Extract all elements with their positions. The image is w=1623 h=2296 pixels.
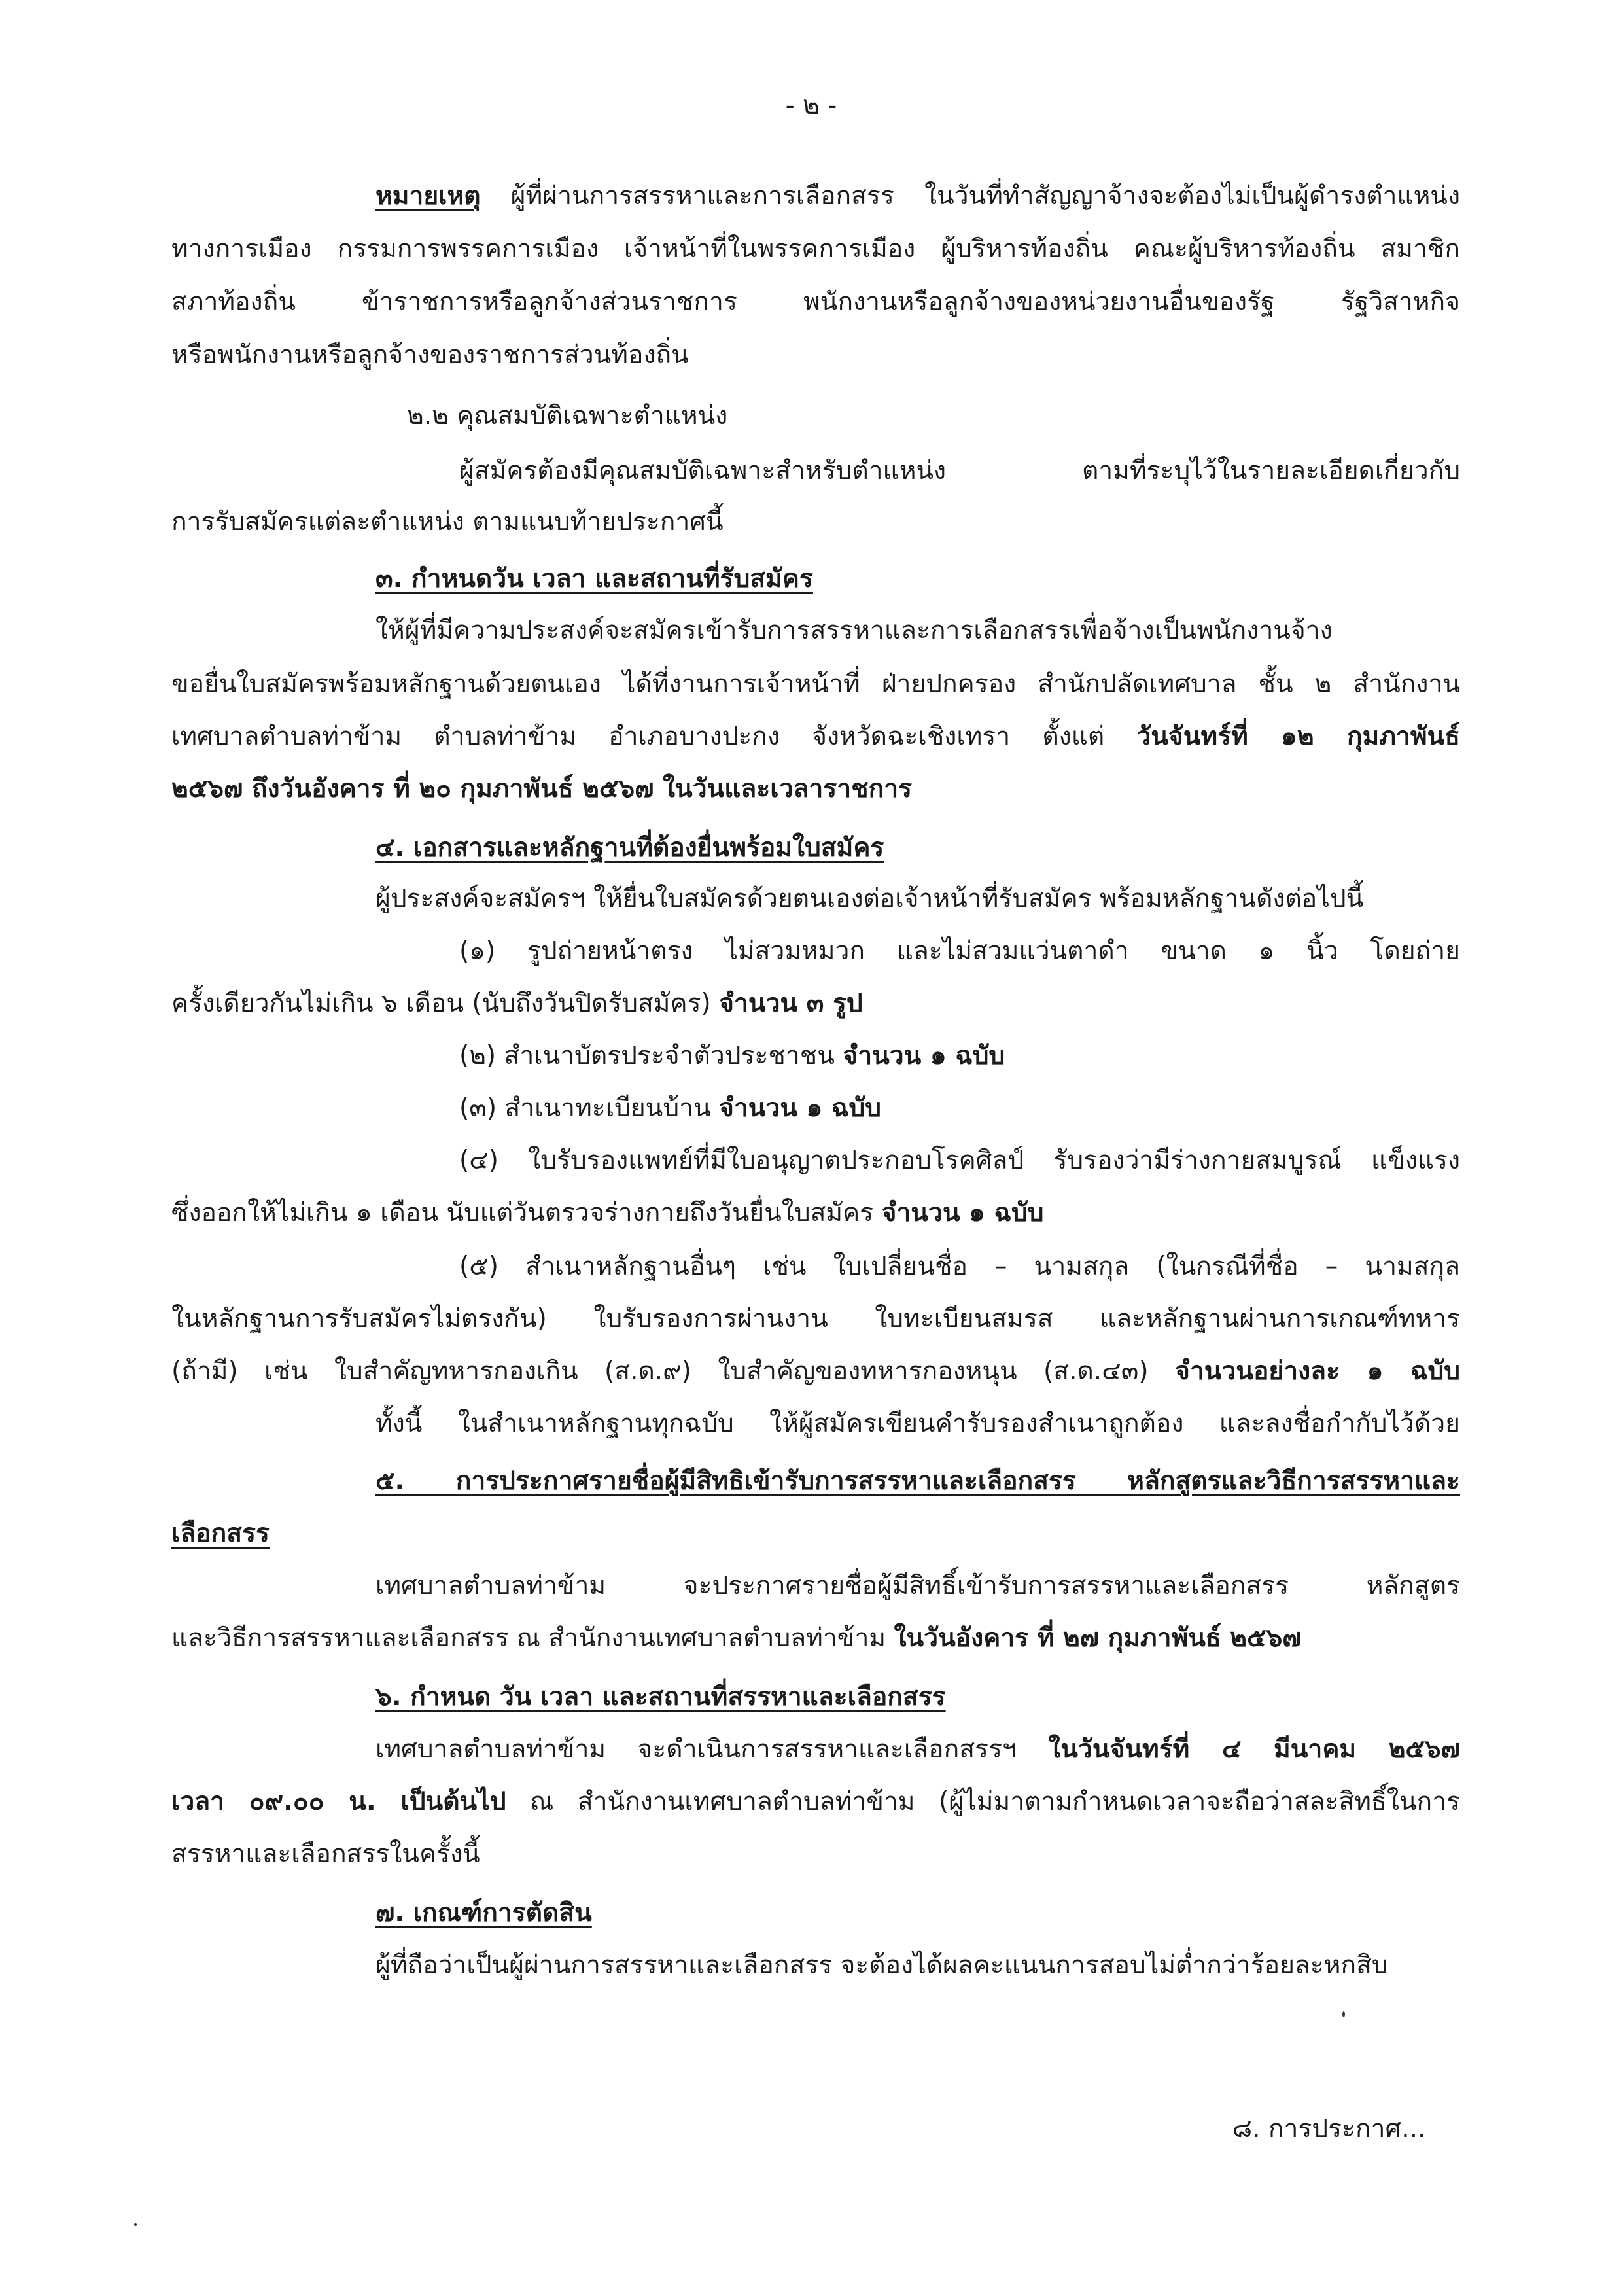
section-4-item-3 (459, 1090, 881, 1127)
section-3-line-1: ให้ผู้ที่มีความประสงค์จะสมัครเข้ารับการสรรหาและการเลือกสรรเพื่อจ้างเป็นพนักงานจ้าง (375, 616, 1333, 645)
section-4-note: ทั้งนี้ ในสำเนาหลักฐานทุกฉบับ ให้ผู้สมัครเขียนคำรับรองสำเนาถูกต้อง และลงชื่อกำกับไว้ด้วย (375, 1409, 1460, 1438)
section-5-line-1: เทศบาลตำบลท่าข้าม จะประกาศรายชื่อผู้มีสิทธิ์เข้ารับการสรรหาและเลือกสรร หลักสูตร (375, 1571, 1460, 1600)
item-3-quantity: จำนวน ๑ ฉบับ (719, 1093, 882, 1123)
section-4-item-5-line-1: (๕) สำเนาหลักฐานอื่นๆ เช่น ใบเปลี่ยนชื่อ – นามสกุล (ในกรณีที่ชื่อ – นามสกุล (459, 1252, 1460, 1281)
section-3-line-3 (171, 718, 1460, 755)
item-3-text: (๓) สำเนาทะเบียนบ้าน (459, 1093, 720, 1123)
item-1-text: ครั้งเดียวกันไม่เกิน ๖ เดือน (นับถึงวันปิดรับสมัคร) (171, 989, 720, 1018)
section-4-item-5-line-3 (171, 1353, 1460, 1390)
remark-line-2: ทางการเมือง กรรมการพรรคการเมือง เจ้าหน้าที่ในพรรคการเมือง ผู้บริหารท้องถิ่น คณะผู้บริหารท้องถิ่น สมาชิก (171, 234, 1460, 264)
section-6-line-1-text: เทศบาลตำบลท่าข้าม จะดำเนินการสรรหาและเลือกสรรฯ (375, 1735, 1049, 1764)
scan-speck (134, 2223, 137, 2226)
item-4-quantity: จำนวน ๑ ฉบับ (881, 1198, 1044, 1227)
section-4-item-2 (459, 1038, 1005, 1074)
section-6-line-2-text: ณ สำนักงานเทศบาลตำบลท่าข้าม (ผู้ไม่มาตามกำหนดเวลาจะถือว่าสละสิทธิ์ในการ (506, 1787, 1460, 1816)
remark-line-3: สภาท้องถิ่น ข้าราชการหรือลูกจ้างส่วนราชการ พนักงานหรือลูกจ้างของหน่วยงานอื่นของรัฐ รัฐวิสาหกิจ (171, 287, 1460, 317)
continuation-text: ๘. การประกาศ... (1232, 2114, 1426, 2144)
section-4-item-1-line-2 (171, 985, 863, 1022)
section-4-item-4-line-2 (171, 1195, 1044, 1231)
item-2-text: (๒) สำเนาบัตรประจำตัวประชาชน (459, 1041, 843, 1070)
section-4-item-1-line-1: (๑) รูปถ่ายหน้าตรง ไม่สวมหมวก และไม่สวมแว่นตาดำ ขนาด ๑ นิ้ว โดยถ่าย (459, 936, 1460, 966)
section-4-intro: ผู้ประสงค์จะสมัครฯ ให้ยื่นใบสมัครด้วยตนเองต่อเจ้าหน้าที่รับสมัคร พร้อมหลักฐานดังต่อไปนี้ (375, 884, 1364, 913)
remark-text-1: ผู้ที่ผ่านการสรรหาและการเลือกสรร ในวันที่ทำสัญญาจ้างจะต้องไม่เป็นผู้ดำรงตำแหน่ง (480, 181, 1460, 211)
section-6-time: เวลา ๐๙.๐๐ น. เป็นต้นไป (171, 1787, 506, 1816)
remark-label: หมายเหตุ (375, 181, 481, 211)
section-5-heading-line-2: เลือกสรร (171, 1519, 270, 1548)
section-6-heading: ๖. กำหนด วัน เวลา และสถานที่สรรหาและเลือกสรร (375, 1682, 946, 1712)
section-3-heading: ๓. กำหนดวัน เวลา และสถานที่รับสมัคร (375, 564, 813, 593)
scan-speck (1342, 2011, 1345, 2017)
section-5-line-2-text: และวิธีการสรรหาและเลือกสรร ณ สำนักงานเทศบาลตำบลท่าข้าม (171, 1623, 894, 1653)
section-7-heading: ๗. เกณฑ์การตัดสิน (375, 1898, 592, 1928)
item-2-quantity: จำนวน ๑ ฉบับ (843, 1041, 1005, 1070)
section-6-line-1 (375, 1731, 1460, 1768)
section-5-heading-line-1: ๕. การประกาศรายชื่อผู้มีสิทธิเข้ารับการสรรหาและเลือกสรร หลักสูตรและวิธีการสรรหาและ (375, 1466, 1460, 1496)
item-1-quantity: จำนวน ๓ รูป (719, 989, 863, 1018)
page-number: - ๒ - (785, 91, 837, 120)
section-4-item-5-line-2: ในหลักฐานการรับสมัครไม่ตรงกัน) ใบรับรองการผ่านงาน ใบทะเบียนสมรส และหลักฐานผ่านการเกณฑ์ทหาร (171, 1304, 1460, 1333)
section-4-item-4-line-1: (๔) ใบรับรองแพทย์ที่มีใบอนุญาตประกอบโรคศิลป์ รับรองว่ามีร่างกายสมบูรณ์ แข็งแรง (459, 1146, 1460, 1175)
section-3-line-3-text: เทศบาลตำบลท่าข้าม ตำบลท่าข้าม อำเภอบางปะกง จังหวัดฉะเชิงเทรา ตั้งแต่ (171, 722, 1137, 751)
section-7-line-1: ผู้ที่ถือว่าเป็นผู้ผ่านการสรรหาและเลือกสรร จะต้องได้ผลคะแนนการสอบไม่ต่ำกว่าร้อยละหกสิบ (375, 1951, 1388, 1980)
section-6-date: ในวันจันทร์ที่ ๔ มีนาคม ๒๕๖๗ (1048, 1735, 1461, 1764)
section-5-line-2 (171, 1620, 1302, 1657)
section-2-2-line-1: ผู้สมัครต้องมีคุณสมบัติเฉพาะสำหรับตำแหน่ง ตามที่ระบุไว้ในรายละเอียดเกี่ยวกับ (459, 456, 1460, 486)
section-3-start-date: วันจันทร์ที่ ๑๒ กุมภาพันธ์ (1136, 722, 1460, 751)
remark-line-4: หรือพนักงานหรือลูกจ้างของราชการส่วนท้องถิ่น (171, 340, 689, 370)
item-5-text: (ถ้ามี) เช่น ใบสำคัญทหารกองเกิน (ส.ด.๙) ใบสำคัญของทหารกองหนุน (ส.ด.๔๓) (171, 1356, 1175, 1386)
section-5-date: ในวันอังคาร ที่ ๒๗ กุมภาพันธ์ ๒๕๖๗ (894, 1623, 1302, 1653)
item-4-text: ซึ่งออกให้ไม่เกิน ๑ เดือน นับแต่วันตรวจร่างกายถึงวันยื่นใบสมัคร (171, 1198, 882, 1227)
section-2-2-heading: ๒.๒ คุณสมบัติเฉพาะตำแหน่ง (407, 401, 728, 431)
section-6-line-3: สรรหาและเลือกสรรในครั้งนี้ (171, 1839, 480, 1869)
item-5-quantity: จำนวนอย่างละ ๑ ฉบับ (1174, 1356, 1460, 1386)
section-3-line-4: ๒๕๖๗ ถึงวันอังคาร ที่ ๒๐ กุมภาพันธ์ ๒๕๖๗ ในวันและเวลาราชการ (171, 774, 913, 804)
section-3-line-2: ขอยื่นใบสมัครพร้อมหลักฐานด้วยตนเอง ได้ที่งานการเจ้าหน้าที่ ฝ่ายปกครอง สำนักปลัดเทศบาล ชั้น ๒ สำนักงาน (171, 669, 1460, 699)
section-2-2-line-2: การรับสมัครแต่ละตำแหน่ง ตามแนบท้ายประกาศนี้ (171, 507, 724, 537)
remark-line-1 (375, 178, 1460, 215)
section-4-heading: ๔. เอกสารและหลักฐานที่ต้องยื่นพร้อมใบสมัคร (375, 833, 884, 862)
section-6-line-2 (171, 1784, 1460, 1820)
